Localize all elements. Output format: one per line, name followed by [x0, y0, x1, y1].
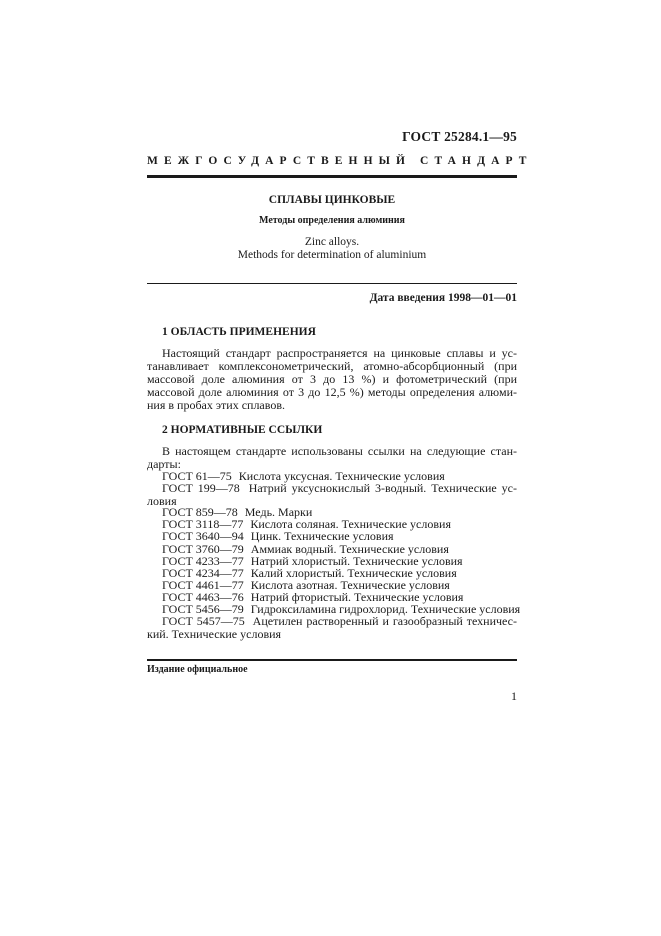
section-1-line: Настоящий стандарт распространяется на цинковые сплавы и ус- [162, 346, 517, 360]
reference-title: Цинк. Технические условия [250, 529, 394, 543]
reference-item [162, 615, 517, 627]
reference-code: ГОСТ 3640—94 [162, 529, 244, 543]
reference-title: Гидроксиламина гидрохлорид. Технические условия [250, 602, 521, 616]
reference-title: Натрий фтористый. Технические условия [250, 590, 464, 604]
reference-title: Натрий уксуснокислый 3-водный. Технические ус- [248, 481, 517, 495]
section-1-line: массовой доле алюминия от 3 до 12,5 %) методы определения алюми- [147, 384, 517, 399]
english-title-line-2: Methods for determination of aluminium [237, 249, 427, 261]
reference-title: Медь. Марки [244, 505, 313, 519]
reference-title: Кислота азотная. Технические условия [250, 578, 450, 592]
reference-title: Кислота соляная. Технические условия [250, 517, 451, 531]
reference-code: ГОСТ 5456—79 [162, 602, 244, 616]
official-edition-label: Издание официальное [147, 664, 248, 675]
document-subtitle: Методы определения алюминия [259, 215, 405, 226]
reference-code: ГОСТ 199—78 [162, 481, 240, 495]
section-1-line: массовой доле алюминия от 3 до 13 %) и фотометрический (при [147, 371, 517, 386]
reference-code: ГОСТ 3760—79 [162, 542, 244, 556]
gost-number: ГОСТ 25284.1—95 [402, 129, 517, 144]
document-title: СПЛАВЫ ЦИНКОВЫЕ [268, 194, 396, 206]
footer-rule [147, 659, 517, 661]
reference-code: ГОСТ 4234—77 [162, 566, 244, 580]
reference-title: Калий хлористый. Технические условия [250, 566, 457, 580]
english-title [147, 236, 517, 262]
header-rule [147, 175, 517, 178]
section-1-paragraph [147, 347, 517, 412]
reference-title: Ацетилен растворенный и газообразный техничес- [252, 614, 517, 628]
reference-item [162, 482, 517, 494]
section-1-heading: 1 ОБЛАСТЬ ПРИМЕНЕНИЯ [162, 326, 316, 338]
reference-continuation: кий. Технические условия [147, 627, 282, 641]
section-2-intro-line: В настоящем стандарте использованы ссылки на следующие стан- [162, 444, 517, 458]
reference-code: ГОСТ 859—78 [162, 505, 238, 519]
section-2-intro-line: дарты: [147, 456, 181, 471]
section-1-line: ния в пробах этих сплавов. [147, 397, 286, 412]
reference-continuation: ловия [147, 494, 177, 508]
reference-code: ГОСТ 4463—76 [162, 590, 244, 604]
reference-code: ГОСТ 5457—75 [162, 614, 245, 628]
reference-title: Кислота уксусная. Технические условия [238, 469, 445, 483]
reference-code: ГОСТ 4461—77 [162, 578, 244, 592]
reference-code: ГОСТ 61—75 [162, 469, 232, 483]
standard-banner: МЕЖГОСУДАРСТВЕННЫЙ СТАНДАРТ [147, 155, 533, 167]
title-rule [147, 283, 517, 284]
reference-item [162, 530, 517, 542]
introduction-date: Дата введения 1998—01—01 [369, 292, 517, 304]
section-2-intro [147, 445, 517, 471]
section-1-line: танавливает комплексонометрический, атомно-абсорбционный (при [147, 358, 517, 373]
page-number: 1 [511, 689, 517, 703]
reference-title: Аммиак водный. Технические условия [250, 542, 449, 556]
section-2-heading: 2 НОРМАТИВНЫЕ ССЫЛКИ [162, 424, 323, 436]
reference-code: ГОСТ 4233—77 [162, 554, 244, 568]
english-title-line-1: Zinc alloys. [304, 236, 360, 248]
reference-code: ГОСТ 3118—77 [162, 517, 244, 531]
reference-title: Натрий хлористый. Технические условия [250, 554, 463, 568]
